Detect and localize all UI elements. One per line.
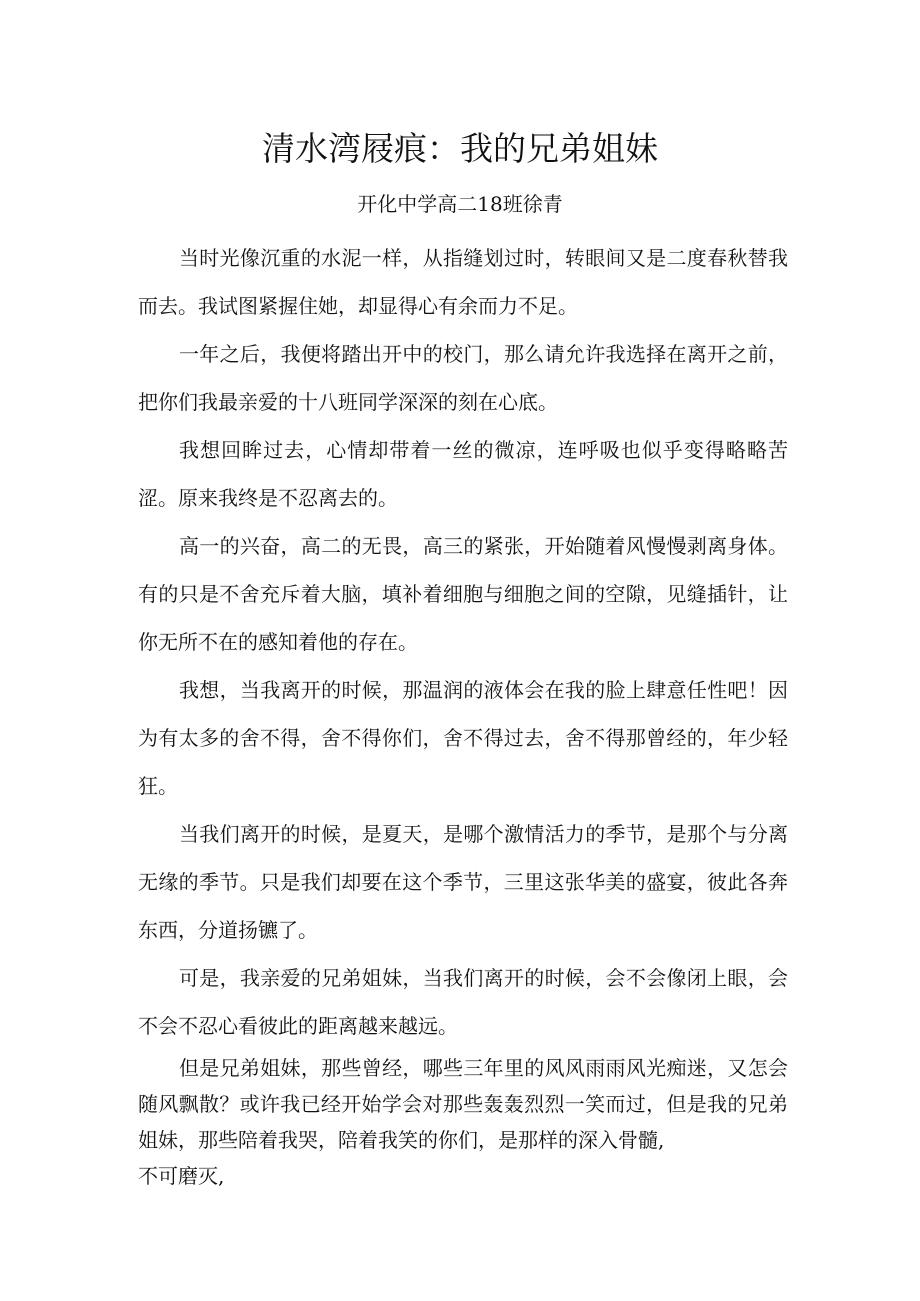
document-body [138,234,788,1194]
paragraph: 我想，当我离开的时候，那温润的液体会在我的脸上肆意任性吧！因为有太多的舍不得，舍不得你们，舍不得过去，舍不得那曾经的，年少轻狂。 [138,678,788,798]
trailing-line: 不可磨灭, [138,1164,225,1188]
paragraph: 高一的兴奋，高二的无畏，高三的紧张，开始随着风慢慢剥离身体。有的只是不舍充斥着大脑，填补着细胞与细胞之间的空隙，见缝插针，让你无所不在的感知着他的存在。 [138,534,788,654]
paragraph: 可是，我亲爱的兄弟姐妹，当我们离开的时候，会不会像闭上眼，会不会不忍心看彼此的距离越来越远。 [138,966,788,1038]
paragraph: 当我们离开的时候，是夏天，是哪个激情活力的季节，是那个与分离无缘的季节。只是我们却要在这个季节，三里这张华美的盛宴，彼此各奔东西，分道扬镳了。 [138,822,788,942]
paragraph: 当时光像沉重的水泥一样，从指缝划过时，转眼间又是二度春秋替我而去。我试图紧握住她，却显得心有余而力不足。 [138,246,788,318]
paragraph: 一年之后，我便将踏出开中的校门，那么请允许我选择在离开之前，把你们我最亲爱的十八班同学深深的刻在心底。 [138,342,788,414]
author-line: 开化中学高二18班徐青 [357,192,563,216]
paragraph: 但是兄弟姐妹，那些曾经，哪些三年里的风风雨雨风光痴迷，又怎会随风飘散？或许我已经开始学会对那些轰轰烈烈一笑而过，但是我的兄弟姐妹，那些陪着我哭，陪着我笑的你们，是那样的深入骨髓, [138,1056,788,1152]
paragraph: 我想回眸过去，心情却带着一丝的微凉，连呼吸也似乎变得略略苦涩。原来我终是不忍离去的。 [138,438,788,510]
document-title: 清水湾屐痕：我的兄弟姐妹 [262,129,658,168]
